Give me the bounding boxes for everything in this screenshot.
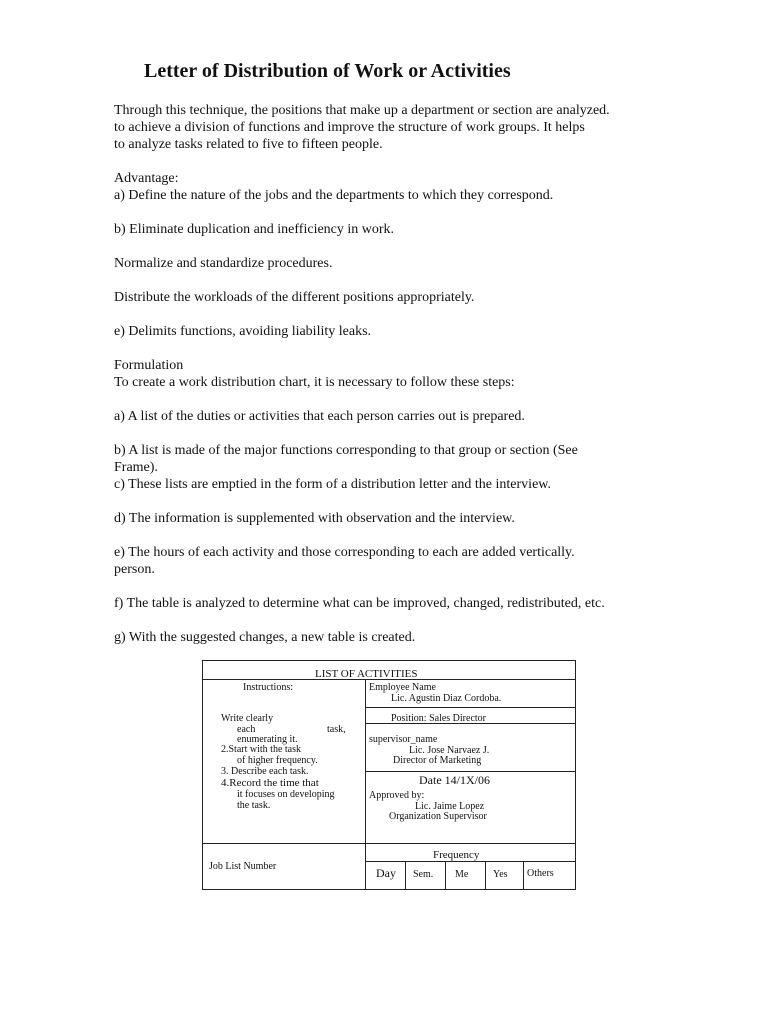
- intro-line: to achieve a division of functions and improve the structure of work groups. It helps: [114, 120, 585, 135]
- intro-line: to analyze tasks related to five to fifteen people.: [114, 137, 383, 152]
- step-item: e) The hours of each activity and those corresponding to each are added vertically.: [114, 545, 575, 560]
- instruction-text: enumerating it.: [237, 734, 298, 745]
- freq-col-others: Others: [527, 868, 554, 879]
- step-item: g) With the suggested changes, a new table is created.: [114, 630, 416, 645]
- step-item: a) A list of the duties or activities that each person carries out is prepared.: [114, 409, 525, 424]
- freq-col-me: Me: [455, 869, 469, 880]
- intro-line: Through this technique, the positions that make up a department or section are analyzed.: [114, 103, 610, 118]
- document-body: [114, 102, 654, 646]
- advantage-item: e) Delimits functions, avoiding liability leaks.: [114, 324, 372, 339]
- advantage-item: b) Eliminate duplication and inefficiency in work.: [114, 222, 395, 237]
- employee-value: Lic. Agustin Diaz Cordoba.: [391, 693, 502, 704]
- frequency-label: Frequency: [433, 849, 480, 861]
- advantage-item: Normalize and standardize procedures.: [114, 256, 333, 271]
- supervisor-value: Lic. Jose Narvaez J.: [409, 745, 490, 756]
- job-list-label: Job List Number: [209, 861, 277, 872]
- instruction-text: 3. Describe each task.: [221, 766, 309, 777]
- advantage-heading: Advantage:: [114, 171, 179, 186]
- step-item: Frame).: [114, 460, 158, 475]
- formulation-intro: To create a work distribution chart, it is necessary to follow these steps:: [114, 375, 515, 390]
- freq-col-yes: Yes: [493, 869, 508, 880]
- instruction-text: each: [237, 724, 256, 735]
- freq-col-sem: Sem.: [413, 869, 434, 880]
- formulation-heading: Formulation: [114, 358, 184, 373]
- instruction-text: 4.Record the time that: [221, 777, 319, 789]
- approved-label: Approved by:: [369, 790, 425, 801]
- advantage-item: Distribute the workloads of the different positions appropriately.: [114, 290, 475, 305]
- step-item: f) The table is analyzed to determine what can be improved, changed, redistributed, etc.: [114, 596, 605, 611]
- supervisor-label: supervisor_name: [369, 734, 438, 745]
- approved-value: Lic. Jaime Lopez: [415, 801, 485, 812]
- approved-title: Organization Supervisor: [389, 811, 487, 822]
- employee-label: Employee Name: [369, 682, 436, 693]
- instruction-text: it focuses on developing: [237, 789, 335, 800]
- step-item: c) These lists are emptied in the form of a distribution letter and the interview.: [114, 477, 551, 492]
- position-value: Position: Sales Director: [391, 713, 486, 724]
- instruction-text: 2.Start with the task: [221, 744, 301, 755]
- instruction-text: the task.: [237, 800, 271, 811]
- date-value: Date 14/1X/06: [419, 773, 490, 787]
- instruction-text: task,: [327, 724, 346, 735]
- activities-form: [202, 660, 576, 890]
- instructions-label: Instructions:: [243, 682, 293, 693]
- advantage-item: a) Define the nature of the jobs and the departments to which they correspond.: [114, 188, 554, 203]
- freq-col-day: Day: [376, 866, 396, 880]
- form-title: LIST OF ACTIVITIES: [315, 668, 418, 680]
- instruction-text: Write clearly: [221, 713, 274, 724]
- instruction-text: of higher frequency.: [237, 755, 318, 766]
- supervisor-title: Director of Marketing: [393, 755, 482, 766]
- step-item: person.: [114, 562, 155, 577]
- step-item: d) The information is supplemented with observation and the interview.: [114, 511, 515, 526]
- step-item: b) A list is made of the major functions corresponding to that group or section (See: [114, 443, 578, 458]
- document-title: Letter of Distribution of Work or Activities: [144, 60, 511, 82]
